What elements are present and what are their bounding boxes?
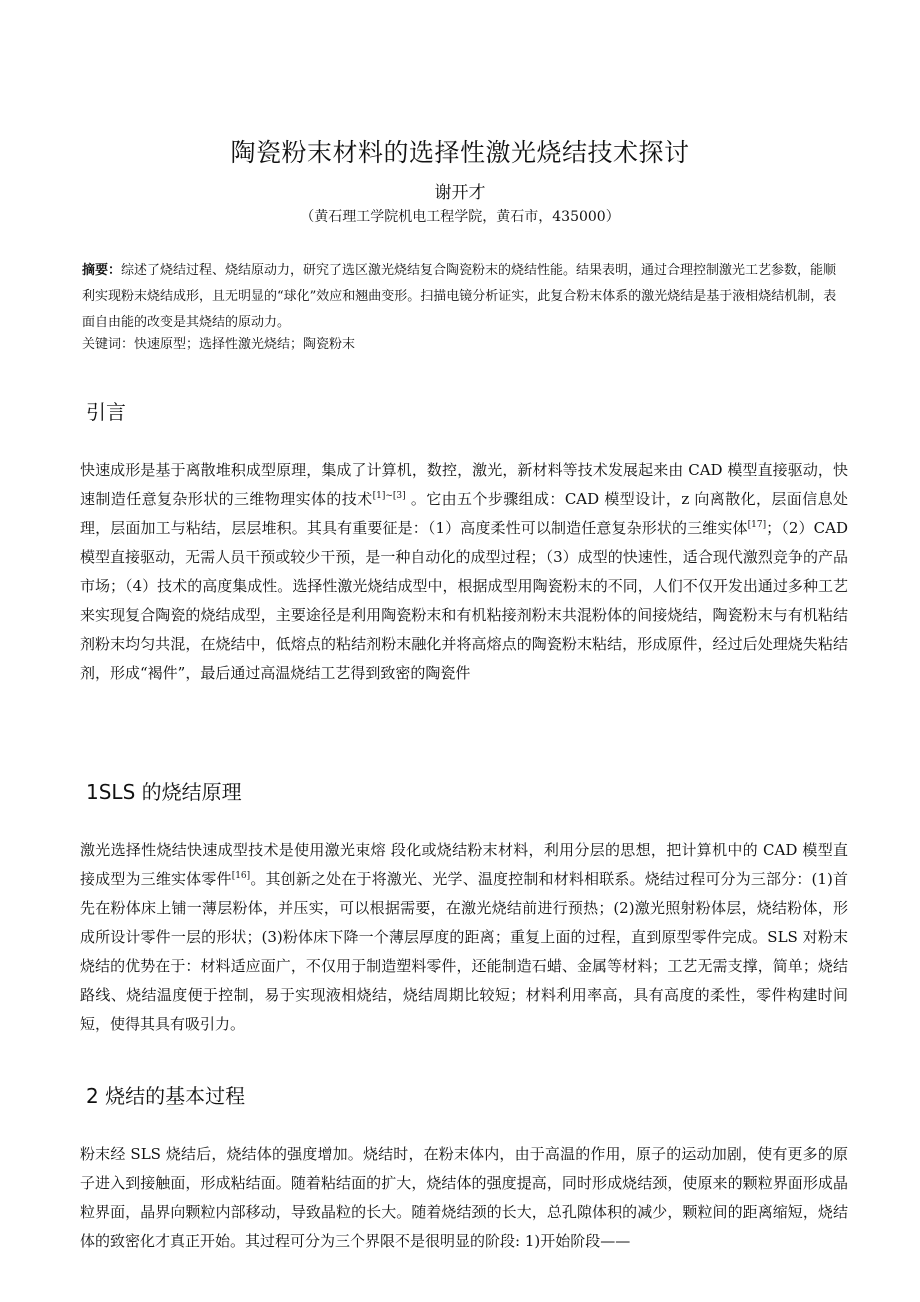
section-heading-1: 1SLS 的烧结原理: [86, 780, 242, 804]
intro-text-1: 快速成形是基于离散堆积成型原理，集成了计算机，数控，激光，新材料等技术发展起来由 CAD 模型直接驱动，快速制造任意复杂形状的三维物理实体的技术: [80, 461, 848, 508]
citation: [1]~[3]: [372, 491, 406, 501]
section-heading-intro: 引言: [86, 400, 126, 424]
paper-title: 陶瓷粉末材料的选择性激光烧结技术探讨: [230, 138, 690, 167]
author-name: 谢开才: [434, 183, 486, 203]
section-heading-2: 2 烧结的基本过程: [86, 1084, 246, 1108]
section1-text-1: 激光选择性烧结快速成型技术是使用激光束熔 段化或烧结粉末材料，利用分层的思想，把计算机中的 CAD 模型直接成型为三维实体零件: [80, 841, 848, 888]
intro-paragraph: [80, 456, 848, 688]
author-affiliation: （黄石理工学院机电工程学院，黄石市，435000）: [300, 209, 620, 225]
abstract-text: 综述了烧结过程、烧结原动力，研究了选区激光烧结复合陶瓷粉末的烧结性能。结果表明，通过合理控制激光工艺参数，能顺利实现粉末烧结成形，且无明显的“球化”效应和翘曲变形。扫描电镜分析证实，此复合粉末体系的激光烧结是基于液相烧结机制，表面自由能的改变是其烧结的原动力。: [82, 263, 837, 330]
abstract: [82, 258, 844, 336]
citation: [16]: [231, 871, 251, 881]
keywords: 关键词：快速原型；选择性激光烧结；陶瓷粉末: [82, 337, 356, 352]
intro-text-3: ；（2）CAD 模型直接驱动，无需人员干预或较少干预，是一种自动化的成型过程；（3）成型的快速性，适合现代激烈竞争的产品市场；（4）技术的高度集成性。选择性激光烧结成型中，根据成型用陶瓷粉末的不同，人们不仅开发出通过多种工艺来实现复合陶瓷的烧结成型，主要途径是利用陶瓷粉末和有机粘接剂粉末共混粉体的间接烧结，陶瓷粉末与有机粘结剂粉末均匀共混，在烧结中，低熔点的粘结剂粉末融化并将高熔点的陶瓷粉末粘结，形成原件，经过后处理烧失粘结剂，形成“褐件”，最后通过高温烧结工艺得到致密的陶瓷件: [80, 519, 848, 682]
intro-text-2: 。它由五个步骤组成：CAD 模型设计，z 向离散化，层面信息处理，层面加工与粘结，层层堆积。其具有重要征是：（1）高度柔性可以制造任意复杂形状的三维实体: [80, 490, 848, 537]
section2-paragraph: 粉末经 SLS 烧结后，烧结体的强度增加。烧结时，在粉末体内，由于高温的作用，原子的运动加剧，使有更多的原子进入到接触面，形成粘结面。随着粘结面的扩大，烧结体的强度提高，同时形成烧结颈，使原来的颗粒界面形成晶粒界面，晶界向颗粒内部移动，导致晶粒的长大。随着烧结颈的长大，总孔隙体积的减少，颗粒间的距离缩短，烧结体的致密化才真正开始。其过程可分为三个界限不是很明显的阶段: 1)开始阶段——: [80, 1145, 848, 1250]
section1-paragraph: [80, 836, 848, 1039]
citation: [17]: [747, 520, 767, 530]
abstract-label: 摘要：: [82, 263, 122, 278]
section1-text-2: 。其创新之处在于将激光、光学、温度控制和材料相联系。烧结过程可分为三部分：(1)首先在粉体床上铺一薄层粉体，并压实，可以根据需要，在激光烧结前进行预热；(2)激光照射粉体层，烧结粉体，形成所设计零件一层的形状；(3)粉体床下降一个薄层厚度的距离；重复上面的过程，直到原型零件完成。SLS 对粉末烧结的优势在于：材料适应面广，不仅用于制造塑料零件，还能制造石蜡、金属等材料；工艺无需支撑，简单；烧结路线、烧结温度便于控制，易于实现液相烧结，烧结周期比较短；材料利用率高，具有高度的柔性，零件构建时间短，使得其具有吸引力。: [80, 870, 848, 1033]
